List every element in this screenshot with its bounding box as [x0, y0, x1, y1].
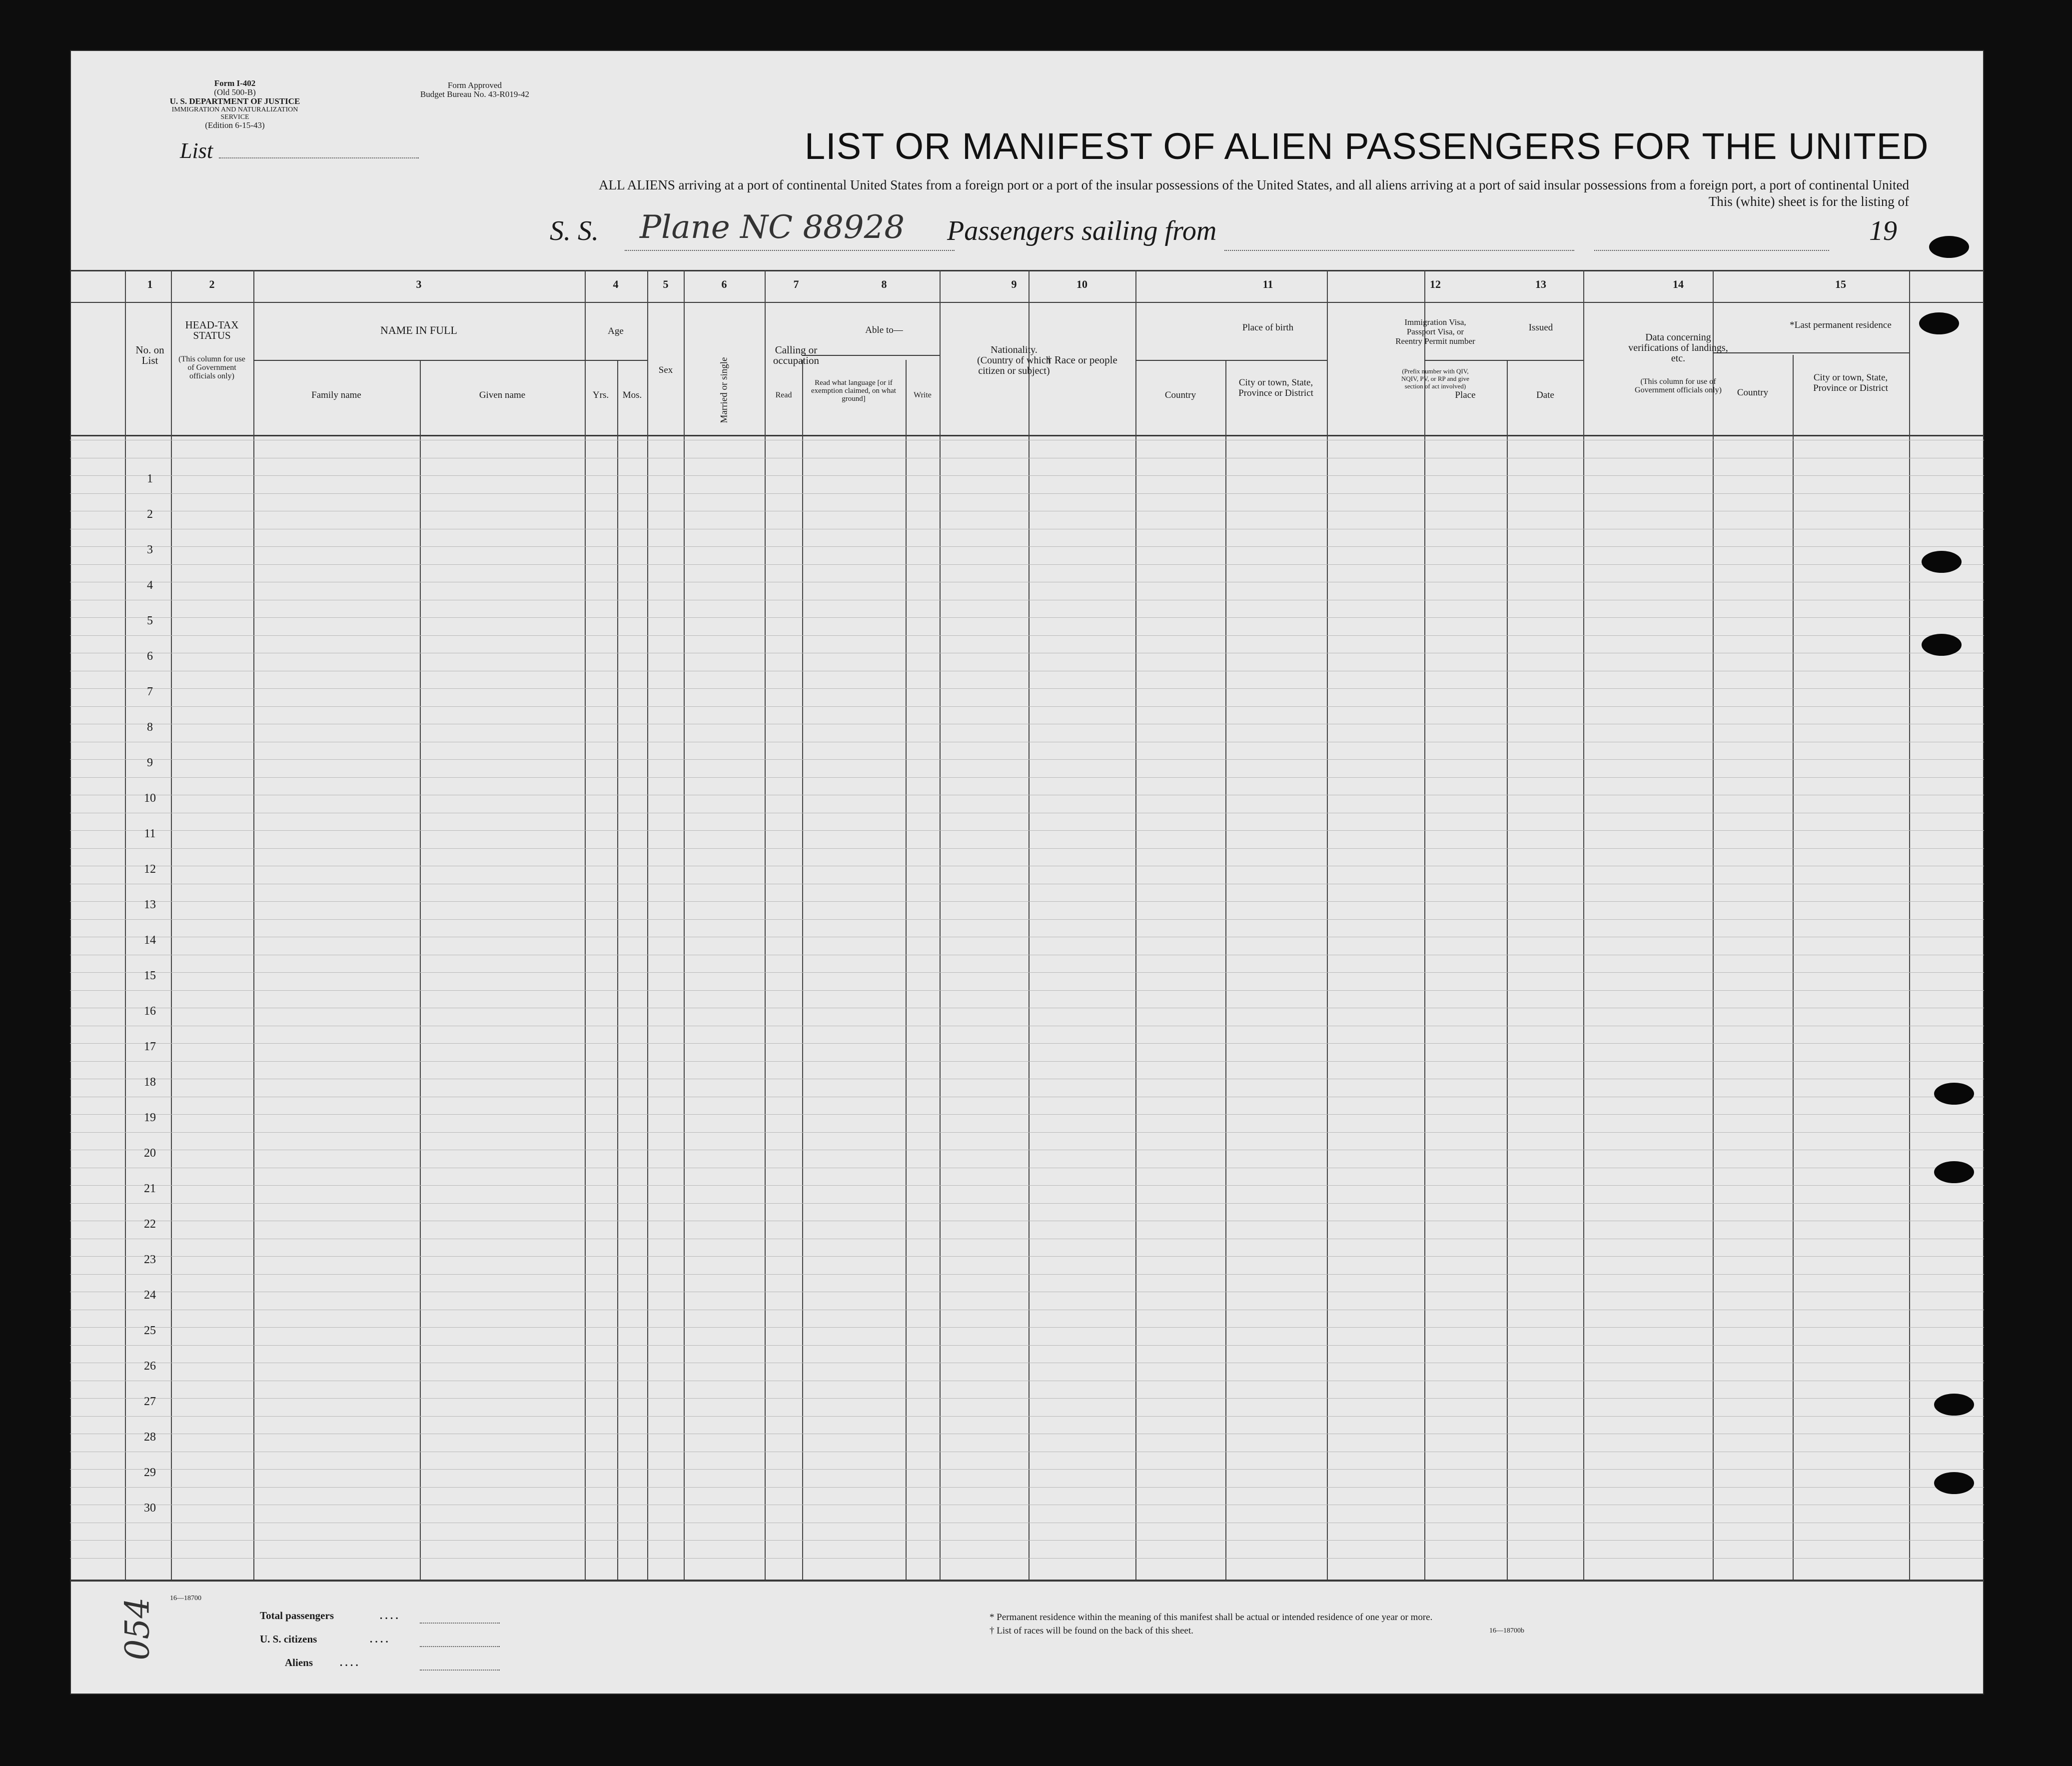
date-blank	[1594, 250, 1829, 251]
row-number: 30	[144, 1502, 156, 1515]
row-number: 4	[147, 579, 153, 592]
column-number: 15	[1835, 278, 1846, 290]
leader-dots: . . . .	[370, 1633, 388, 1645]
ss-prefix: S. S.	[550, 215, 599, 246]
form-id-block	[160, 79, 310, 130]
header-calling-occupation: Calling or occupation	[773, 344, 820, 366]
column-number: 9	[1011, 278, 1017, 290]
row-number: 19	[144, 1111, 156, 1124]
passenger-table	[70, 270, 1984, 1602]
binding-hole	[1922, 551, 1962, 573]
column-number: 4	[613, 278, 619, 290]
row-number: 10	[144, 792, 156, 805]
row-rule	[70, 706, 1984, 707]
row-rule	[70, 1416, 1984, 1417]
approval-text: Form Approved	[447, 80, 502, 90]
footnote-residence: * Permanent residence within the meaning of this manifest shall be actual or intended residence of one year or more.	[990, 1612, 1433, 1623]
print-code-left: 16—18700	[170, 1595, 201, 1602]
row-number: 7	[147, 685, 153, 698]
row-number: 25	[144, 1324, 156, 1337]
column-number: 7	[793, 278, 799, 290]
row-number: 21	[144, 1182, 156, 1195]
row-rule	[70, 1469, 1984, 1470]
header-read: Read	[775, 391, 792, 399]
column-number: 6	[721, 278, 727, 290]
header-last-residence: *Last permanent residence	[1790, 320, 1892, 330]
subtitle-line1: ALL ALIENS arriving at a port of continental United States from a foreign port or a port of the insular possessions of the United States, and all aliens arriving at a port of said insular possessions from a foreign port, a port of continental United	[599, 177, 1909, 192]
column-number: 5	[663, 278, 669, 290]
us-citizens-label: U. S. citizens	[260, 1633, 317, 1645]
row-number: 23	[144, 1253, 156, 1266]
row-number: 5	[147, 614, 153, 627]
column-number: 1	[147, 278, 153, 290]
header-visa-note: (Prefix number with QIV, NQIV, PV, or RP and give section of act involved)	[1401, 367, 1469, 390]
row-number: 8	[147, 721, 153, 734]
row-rule	[70, 635, 1984, 636]
header-write: Write	[914, 391, 932, 399]
row-rule	[70, 1345, 1984, 1346]
total-passengers-label: Total passengers	[260, 1610, 334, 1622]
budget-bureau-number: Budget Bureau No. 43-R019-42	[420, 89, 530, 99]
row-rule	[70, 1203, 1984, 1204]
header-race-or-people: † Race or people	[1046, 354, 1117, 366]
header-given-name: Given name	[479, 390, 526, 400]
year-prefix: 19	[1869, 215, 1897, 246]
header-visa-number: Immigration Visa, Passport Visa, or Reentry Permit number	[1395, 317, 1475, 346]
header-data-concerning: Data concerning verifications of landings, etc.	[1628, 332, 1728, 364]
row-rule	[70, 475, 1984, 476]
header-residence-city: City or town, State, Province or District	[1813, 372, 1888, 393]
binding-hole	[1934, 1083, 1974, 1105]
row-number: 24	[144, 1289, 156, 1302]
approval-block	[390, 81, 560, 99]
issued-sub-rule	[1424, 360, 1583, 361]
row-rule	[70, 1185, 1984, 1186]
header-age-months: Mos.	[622, 390, 642, 400]
row-rule	[70, 990, 1984, 991]
column-number-rule	[70, 302, 1984, 303]
column-number: 8	[881, 278, 887, 290]
row-number: 1	[147, 472, 153, 485]
row-rule	[70, 1327, 1984, 1328]
sailing-from-blank	[1224, 250, 1574, 251]
row-number: 28	[144, 1431, 156, 1444]
header-age: Age	[608, 326, 624, 336]
binding-hole	[1934, 1472, 1974, 1494]
form-number: Form I-402	[214, 78, 256, 88]
header-issued-date: Date	[1536, 390, 1554, 400]
header-family-name: Family name	[311, 390, 361, 400]
row-rule	[70, 1487, 1984, 1488]
name-sub-rule	[253, 360, 585, 361]
row-rule	[70, 830, 1984, 831]
binding-hole	[1929, 236, 1969, 258]
column-number: 14	[1673, 278, 1684, 290]
table-top-rule	[70, 270, 1984, 271]
row-number: 27	[144, 1395, 156, 1408]
birth-sub-rule	[1135, 360, 1327, 361]
header-read-language: Read what language [or if exemption claimed, on what ground]	[811, 379, 896, 403]
row-number: 11	[144, 827, 156, 840]
row-rule	[70, 1132, 1984, 1133]
footnote-races: † List of races will be found on the back of this sheet.	[990, 1626, 1193, 1636]
column-number: 2	[209, 278, 215, 290]
list-blank	[219, 157, 419, 158]
header-head-tax: HEAD-TAX STATUS	[185, 319, 239, 341]
row-rule	[70, 759, 1984, 760]
row-rule	[70, 617, 1984, 618]
subtitle-line2: This (white) sheet is for the listing of	[1708, 194, 1909, 209]
row-number: 15	[144, 969, 156, 982]
header-age-years: Yrs.	[592, 390, 609, 400]
row-rule	[70, 901, 1984, 902]
binding-hole	[1919, 312, 1959, 334]
column-number: 3	[416, 278, 422, 290]
leader-dots: . . . .	[380, 1610, 398, 1622]
department-name: U. S. DEPARTMENT OF JUSTICE	[169, 96, 300, 106]
header-no-on-list: No. on List	[135, 344, 164, 366]
row-number: 17	[144, 1040, 156, 1053]
row-number: 29	[144, 1466, 156, 1479]
column-number: 11	[1262, 278, 1273, 290]
row-rule	[70, 1558, 1984, 1559]
row-number: 2	[147, 508, 153, 521]
row-number: 16	[144, 1005, 156, 1018]
aliens-label: Aliens	[285, 1657, 313, 1669]
row-number: 3	[147, 543, 153, 556]
page-title: LIST OR MANIFEST OF ALIEN PASSENGERS FOR THE UNITED	[805, 125, 1929, 167]
age-sub-rule	[585, 360, 647, 361]
header-place-of-birth: Place of birth	[1242, 322, 1294, 333]
leader-dots: . . . .	[340, 1657, 358, 1669]
header-issued-place: Place	[1455, 390, 1476, 400]
row-rule	[70, 493, 1984, 494]
form-edition: (Edition 6-15-43)	[205, 120, 265, 130]
row-rule	[70, 1061, 1984, 1062]
row-rule	[70, 688, 1984, 689]
vessel-blank	[625, 250, 955, 251]
sailing-label: Passengers sailing from	[947, 215, 1217, 246]
table-bottom-rule	[70, 1580, 1984, 1582]
header-birth-city: City or town, State, Province or District	[1238, 377, 1313, 398]
row-rule	[70, 919, 1984, 920]
header-married-or-single: Married or single	[719, 357, 730, 423]
header-data-note: (This column for use of Government officials only)	[1635, 377, 1722, 394]
row-number: 14	[144, 934, 156, 947]
manifest-sheet	[70, 50, 1984, 1695]
row-rule	[70, 1043, 1984, 1044]
residence-sub-rule	[1713, 352, 1909, 353]
handwritten-vessel: Plane NC 88928	[640, 209, 905, 246]
header-birth-country: Country	[1164, 390, 1196, 400]
header-nationality: Nationality. (Country of which citizen or subject)	[977, 344, 1051, 376]
row-number: 20	[144, 1147, 156, 1160]
service-name: IMMIGRATION AND NATURALIZATION SERVICE	[171, 106, 298, 121]
binding-hole	[1922, 634, 1962, 656]
passenger-rows	[70, 435, 1984, 1580]
header-head-tax-note: (This column for use of Government officials only)	[178, 355, 245, 380]
header-name-in-full: NAME IN FULL	[380, 324, 457, 336]
row-rule	[70, 564, 1984, 565]
handwritten-page-number: 054	[118, 1597, 157, 1661]
row-number: 6	[147, 650, 153, 663]
aliens-blank	[420, 1670, 500, 1671]
row-number: 13	[144, 898, 156, 911]
header-able-to: Able to—	[865, 325, 903, 335]
row-number: 18	[144, 1076, 156, 1089]
header-issued: Issued	[1528, 322, 1553, 333]
row-rule	[70, 972, 1984, 973]
row-number: 9	[147, 756, 153, 769]
header-sex: Sex	[658, 365, 673, 375]
row-rule	[70, 1398, 1984, 1399]
binding-hole	[1934, 1394, 1974, 1416]
row-number: 26	[144, 1360, 156, 1373]
row-rule	[70, 546, 1984, 547]
column-number: 10	[1076, 278, 1087, 290]
header-residence-country: Country	[1737, 387, 1769, 398]
row-number: 12	[144, 863, 156, 876]
us-citizens-blank	[420, 1646, 500, 1647]
row-rule	[70, 1256, 1984, 1257]
print-code-right: 16—18700b	[1489, 1627, 1524, 1635]
form-old-number: (Old 500-B)	[214, 87, 256, 97]
row-rule	[70, 1274, 1984, 1275]
total-passengers-blank	[420, 1623, 500, 1624]
column-number: 12	[1430, 278, 1441, 290]
column-number: 13	[1535, 278, 1546, 290]
binding-hole	[1934, 1161, 1974, 1183]
row-rule	[70, 848, 1984, 849]
row-rule	[70, 777, 1984, 778]
list-label: List	[180, 138, 213, 163]
row-number: 22	[144, 1218, 156, 1231]
row-rule	[70, 1540, 1984, 1541]
row-rule	[70, 1114, 1984, 1115]
